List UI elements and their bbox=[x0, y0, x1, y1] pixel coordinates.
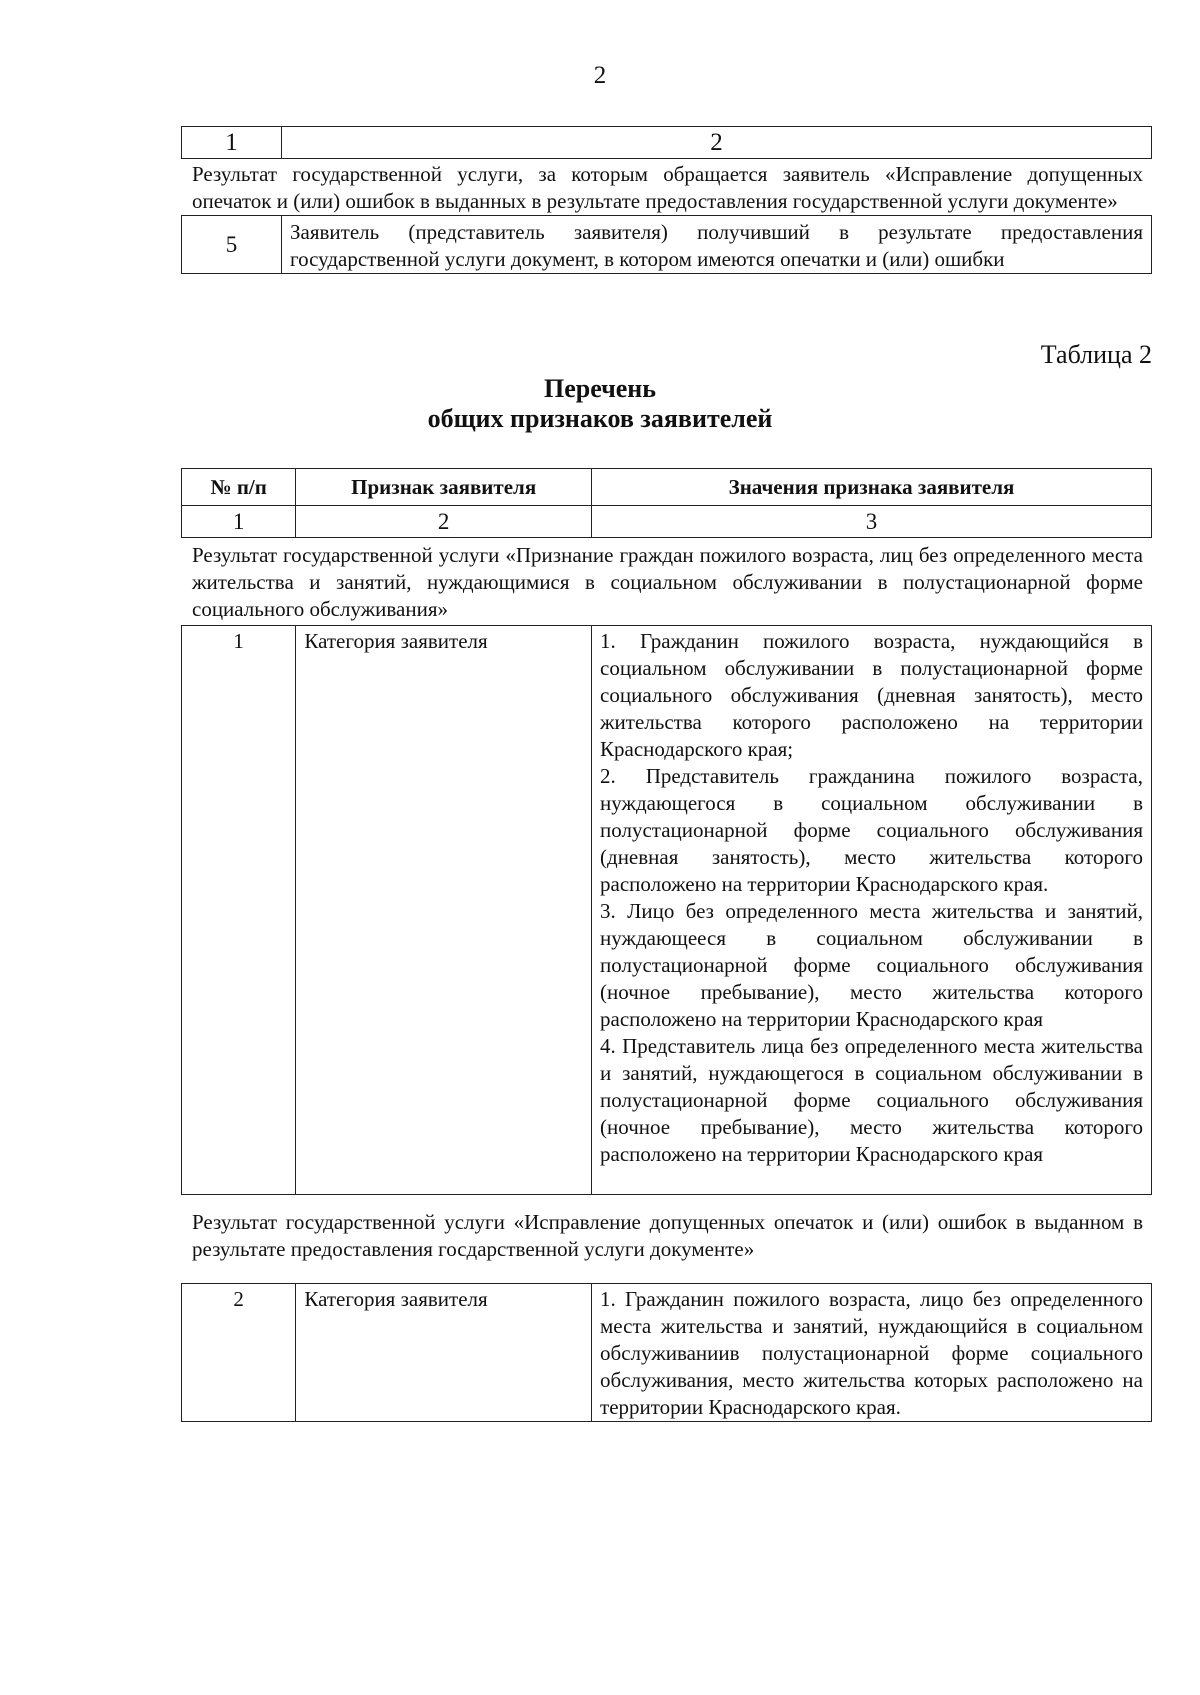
row-values bbox=[592, 1284, 1152, 1422]
value-item: 2. Представитель гражданина пожилого возраста, нуждающегося в социальном обслуживании в полустационарной форме социального обслуживания (дневная занятость), место жительства которого расположено на территории Краснодарского края. bbox=[600, 764, 1143, 896]
table-label: Таблица 2 bbox=[1040, 340, 1152, 369]
value-item: 4. Представитель лица без определенного места жительства и занятий, нуждающегося в социальном обслуживании в полустационарной форме социального обслуживания (ночное пребывание), место жительства которого расположено на территории Краснодарского края bbox=[600, 1034, 1143, 1166]
table-row bbox=[182, 626, 1152, 1195]
section-title: Результат государственной услуги «Исправление допущенных опечаток и (или) ошибок в выданном в результате предоставления госдарственной услуги документе» bbox=[182, 1195, 1152, 1284]
section-title: Результат государственной услуги «Признание граждан пожилого возраста, лиц без определенного места жительства и занятий, нуждающимися в социальном обслуживании в полустационарной форме социального обслуживания» bbox=[182, 538, 1152, 626]
header-number: № п/п bbox=[182, 469, 296, 506]
column-number: 1 bbox=[182, 506, 296, 538]
value-item: 3. Лицо без определенного места жительства и занятий, нуждающееся в социальном обслуживании в полустационарной форме социального обслуживания (ночное пребывание), место жительства которого расположено на территории Краснодарского края bbox=[600, 899, 1143, 1031]
header-row bbox=[182, 469, 1152, 506]
table-subtitle: общих признаков заявителей bbox=[427, 404, 773, 433]
table-row bbox=[182, 1284, 1152, 1422]
row-attribute: Категория заявителя bbox=[296, 626, 592, 1195]
section-row bbox=[182, 159, 1152, 216]
column-number: 1 bbox=[182, 127, 282, 159]
value-item: 1. Гражданин пожилого возраста, нуждающийся в социальном обслуживании в полустационарной форме социального обслуживания (дневная занятость), место жительства которого расположено на территории Краснодарского края; bbox=[600, 629, 1143, 761]
table-title: Перечень bbox=[543, 374, 657, 403]
header-values: Значения признака заявителя bbox=[592, 469, 1152, 506]
column-number: 3 bbox=[592, 506, 1152, 538]
column-number: 2 bbox=[282, 127, 1152, 159]
section-row bbox=[182, 1195, 1152, 1284]
header-attribute: Признак заявителя bbox=[296, 469, 592, 506]
row-text: Заявитель (представитель заявителя) получивший в результате предоставления государственной услуги документ, в котором имеются опечатки и (или) ошибки bbox=[282, 216, 1152, 274]
row-number: 2 bbox=[182, 1284, 296, 1422]
table-row bbox=[182, 216, 1152, 274]
row-number: 5 bbox=[182, 216, 282, 274]
row-attribute: Категория заявителя bbox=[296, 1284, 592, 1422]
continuation-table bbox=[181, 126, 1152, 274]
section-row bbox=[182, 538, 1152, 626]
cell-spacer bbox=[600, 1168, 1143, 1194]
column-number: 2 bbox=[296, 506, 592, 538]
column-number-row bbox=[182, 506, 1152, 538]
row-values bbox=[592, 626, 1152, 1195]
value-item: 1. Гражданин пожилого возраста, лицо без определенного места жительства и занятий, нуждающийся в социальном обслуживаниив полустационарной форме социального обслуживания, место жительства которых расположено на территории Краснодарского края. bbox=[600, 1287, 1143, 1419]
row-number: 1 bbox=[182, 626, 296, 1195]
column-number-row bbox=[182, 127, 1152, 159]
applicant-attributes-table bbox=[181, 468, 1152, 1422]
section-title: Результат государственной услуги, за которым обращается заявитель «Исправление допущенных опечаток и (или) ошибок в выданных в результате предоставления государственной услуги документе» bbox=[182, 159, 1152, 216]
page-number: 2 bbox=[593, 62, 607, 89]
